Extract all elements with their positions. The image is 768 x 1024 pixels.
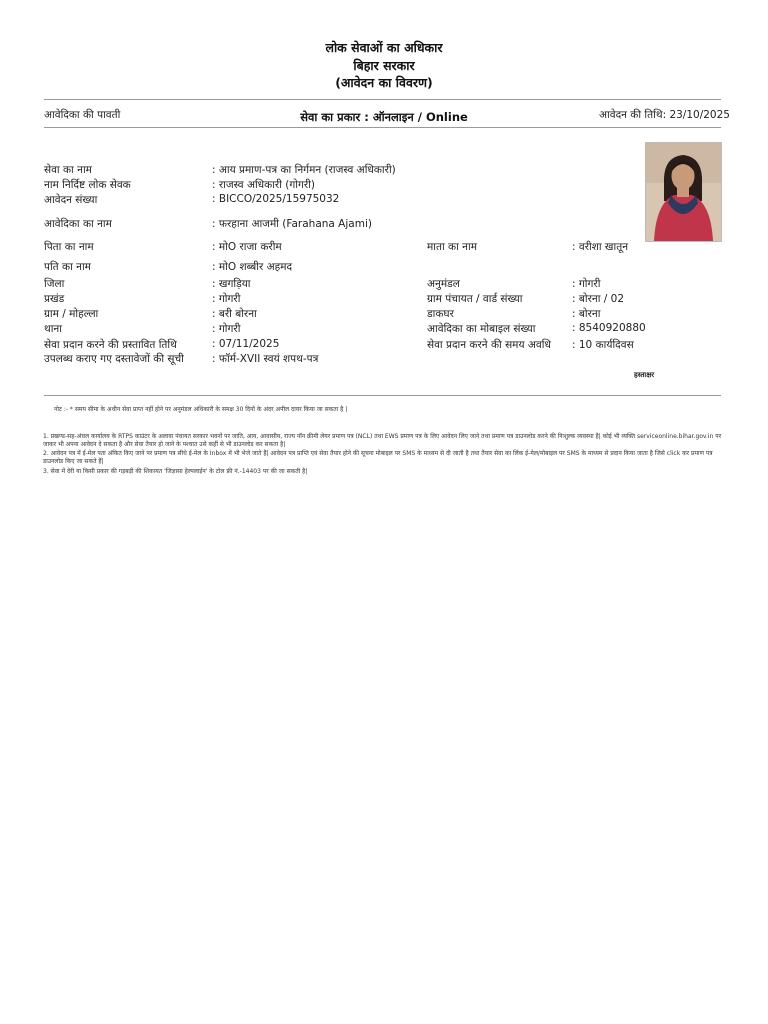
header-government: बिहार सरकार [353, 58, 415, 73]
block-label: प्रखंड [44, 293, 65, 305]
footnote-3: 3. सेवा में देरी या किसी प्रकार की गड़बड़ी की शिकायत 'जिज्ञासा हेल्पलाईन' के टोल फ्री नं.-14403 पर की जा सकती है| [43, 468, 308, 475]
mother-name-label: माता का नाम [427, 241, 477, 253]
service-name-label: सेवा का नाम [44, 164, 92, 176]
documents-value: : फॉर्म-XVII स्वयं शपथ-पत्र [212, 353, 319, 365]
service-name-value: : आय प्रमाण-पत्र का निर्गमन (राजस्व अधिकारी) [212, 164, 396, 176]
subdivision-value: : गोगरी [572, 278, 601, 290]
time-limit-label: सेवा प्रदान करने की समय अवधि [427, 339, 551, 351]
panchayat-value: : बोरना / 02 [572, 293, 625, 305]
mobile-value: : 8540920880 [572, 322, 646, 334]
husband-name-label: पति का नाम [44, 261, 91, 273]
signature-label: हस्ताक्षर [634, 371, 655, 379]
header-subtitle: (आवेदन का विवरण) [335, 75, 433, 90]
proposed-date-label: सेवा प्रदान करने की प्रस्तावित तिथि [44, 339, 177, 351]
officer-label: नाम निर्दिष्ट लोक सेवक [44, 179, 131, 191]
village-label: ग्राम / मोहल्ला [44, 308, 99, 320]
officer-value: : राजस्व अधिकारी (गोगरी) [212, 179, 316, 191]
mobile-label: आवेदिका का मोबाइल संख्या [427, 323, 536, 335]
top-divider [44, 99, 721, 100]
district-label: जिला [44, 278, 65, 290]
application-date: आवेदन की तिथि: 23/10/2025 [599, 109, 730, 121]
footnote-2: 2. आवेदन पत्र में ई-मेल पता अंकित किए जाने पर प्रमाण पत्र सीधे ई-मेल के Inbox में भी भेजे जाते हैं| आवेदन पत्र प्राप्ति एवं सेवा तैयार होने की सूचना मोबाइल पर SMS के माध्यम से दी जाती है तथा तैयार सेवा का लिंक ई-मेल/मोबाइल पर SMS के माध्यम से प्रदान किया जाता है जिसे click कर प्रमाण पत्र डाउनलोड किए जा सकते हैं| [43, 450, 713, 466]
applicant-name-label: आवेदिका का नाम [44, 218, 112, 230]
applicant-name-value: : फरहाना आजमी (Farahana Ajami) [212, 218, 372, 230]
husband-name-value: : मोO शब्बीर अहमद [212, 261, 293, 273]
post-office-value: : बोरना [572, 308, 601, 320]
appeal-note: नोट :- * समय सीमा के अधीन सेवा प्राप्त नहीं होने पर अनुमंडल अधिकारी के समक्ष 30 दिनों के अंदर अपील दायर किया जा सकता है | [54, 406, 348, 413]
mother-name-value: : वरीशा खातून [572, 241, 629, 253]
subdivision-label: अनुमंडल [427, 278, 460, 290]
documents-label: उपलब्ध कराए गए दस्तावेजों की सूची [44, 353, 184, 365]
header-title: लोक सेवाओं का अधिकार [325, 40, 443, 55]
police-station-label: थाना [44, 323, 62, 335]
time-limit-value: : 10 कार्यदिवस [572, 339, 634, 351]
applicant-photo [645, 142, 722, 242]
police-station-value: : गोगरी [212, 323, 241, 335]
footnote-1: 1. प्रखण्ड-सह-अंचल कार्यालय के RTPS काउंटर के अलावा पंचायत सरकार भवनों पर जाति, आय, आवासीय, राज्य नॉन क्रीमी लेयर प्रमाण पत्र (NCL) तथा EWS प्रमाण पत्र के लिए आवेदन लिए जाने तथा प्रमाण पत्र डाउनलोड करने की निःशुल्क व्यवस्था है| कोई भी व्यक्ति serviceonline.bihar.gov.in पर जाकर भी अपना आवेदन दे सकता है और सेवा तैयार हो जाने के पश्चात उसे कहीं से भी डाउनलोड कर सकता है| [43, 433, 722, 449]
service-type: सेवा का प्रकार : ऑनलाइन / Online [300, 110, 468, 124]
post-office-label: डाकघर [427, 308, 454, 320]
topbar-divider [44, 127, 721, 128]
panchayat-label: ग्राम पंचायत / वार्ड संख्या [427, 293, 523, 305]
note-divider [44, 395, 721, 396]
block-value: : गोगरी [212, 293, 241, 305]
receipt-label: आवेदिका की पावती [44, 109, 121, 121]
father-name-value: : मोO राजा करीम [212, 241, 282, 253]
village-value: : बरी बोरना [212, 308, 257, 320]
application-number-value: : BICCO/2025/15975032 [212, 193, 340, 205]
proposed-date-value: : 07/11/2025 [212, 338, 280, 350]
person-portrait-icon [646, 143, 721, 241]
application-number-label: आवेदन संख्या [44, 194, 98, 206]
father-name-label: पिता का नाम [44, 241, 94, 253]
district-value: : खगड़िया [212, 278, 251, 290]
